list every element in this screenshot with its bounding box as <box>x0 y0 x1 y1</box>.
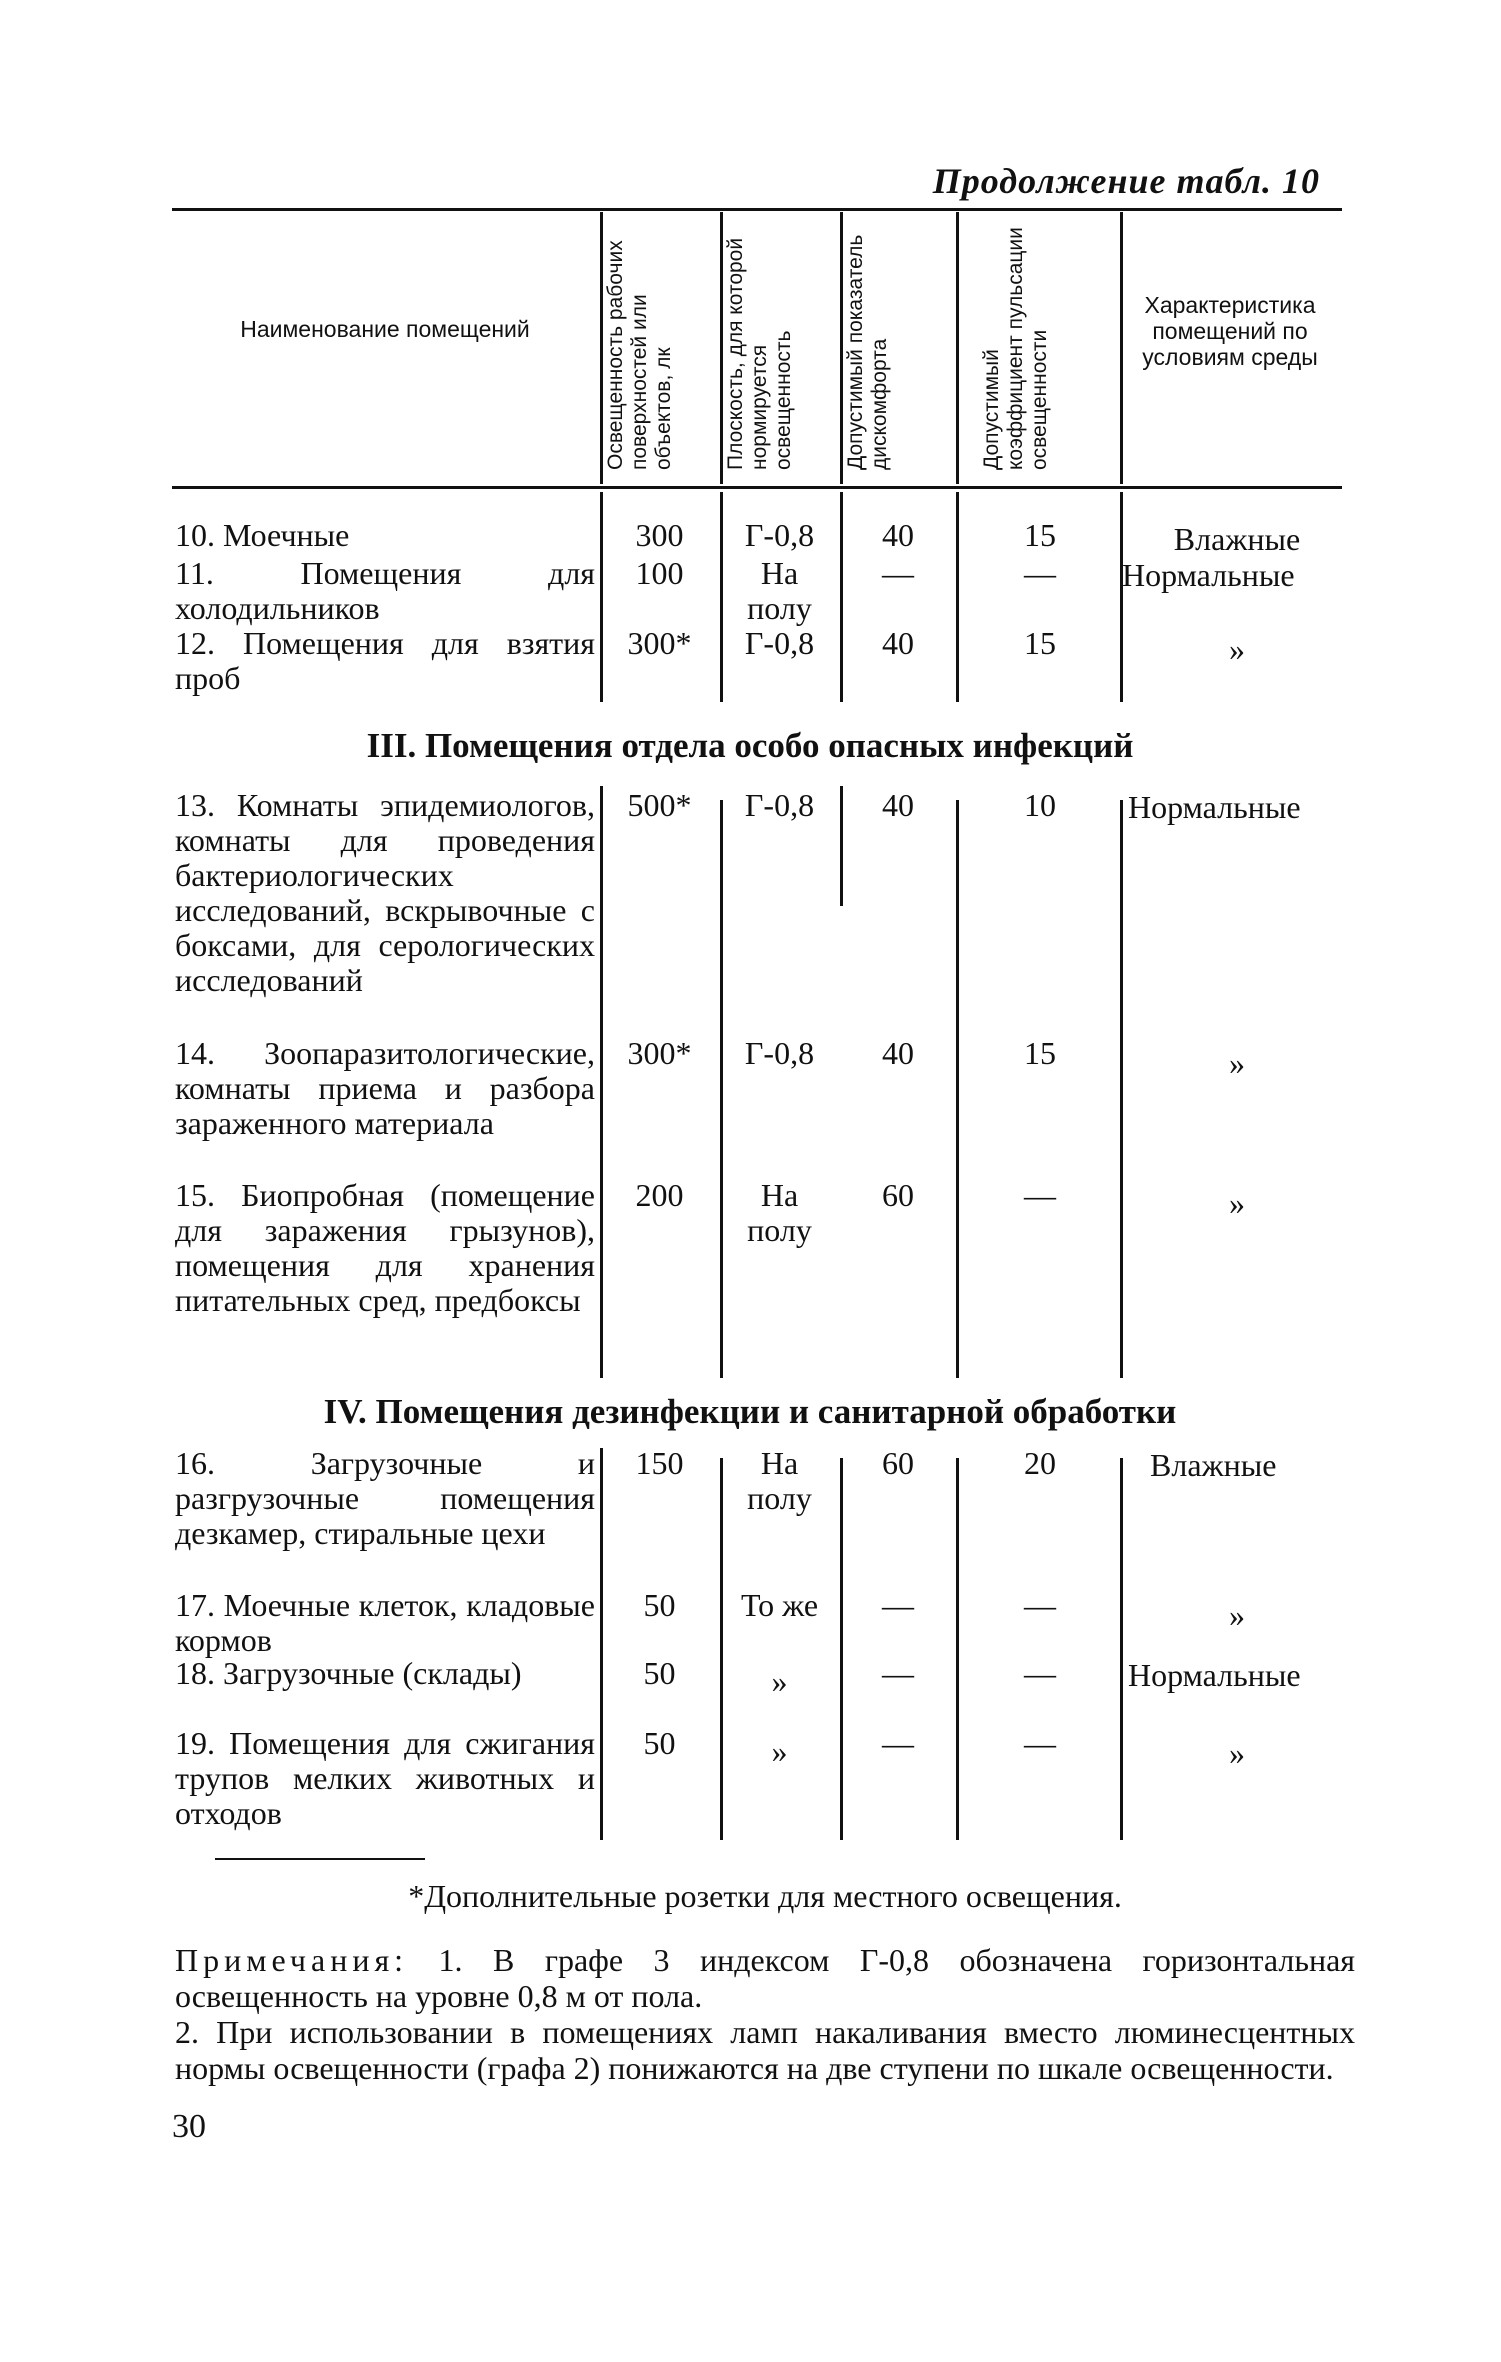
row-19-name: 19. Помещения для сжигания трупов мелких животных и отходов <box>175 1725 595 1831</box>
header-bottom-rule <box>172 486 1342 489</box>
row-17-illuminance: 50 <box>643 1587 676 1623</box>
row-18-pulsation: — <box>1024 1655 1056 1691</box>
row-15-environment: » <box>1229 1185 1245 1221</box>
col-rule <box>1120 1458 1123 1840</box>
footnote: *Дополнительные розетки для местного освещения. <box>408 1878 1122 1914</box>
col-rule <box>600 212 603 484</box>
col-rule <box>720 212 723 484</box>
row-19-discomfort: — <box>882 1725 914 1761</box>
row-13-pulsation: 10 <box>1024 787 1056 823</box>
row-13-plane: Г-0,8 <box>744 787 815 823</box>
row-11-environment: Нормальные <box>1122 557 1295 593</box>
row-15-plane: На полу <box>747 1177 812 1248</box>
row-18-name: 18. Загрузочные (склады) <box>175 1655 522 1691</box>
row-13-environment: Нормальные <box>1128 789 1301 825</box>
row-10-discomfort: 40 <box>882 517 914 553</box>
col-rule <box>840 1458 843 1840</box>
col-rule <box>720 800 723 1378</box>
col-rule <box>956 1458 959 1840</box>
row-12-environment: » <box>1229 631 1245 667</box>
row-14-pulsation: 15 <box>1024 1035 1056 1071</box>
row-16-plane: На полу <box>747 1445 812 1516</box>
col-rule <box>600 1448 603 1840</box>
col-rule <box>956 800 959 1378</box>
header-top-rule <box>172 208 1342 211</box>
section-4-heading: IV. Помещения дезинфекции и санитарной обработки <box>323 1392 1177 1431</box>
note-1 <box>175 1942 1355 2014</box>
header-pulsation: Допустимый коэффициент пульсации освещенности <box>980 227 1051 470</box>
row-11-plane: На полу <box>747 555 812 626</box>
col-rule <box>600 786 603 1378</box>
row-17-environment: » <box>1229 1597 1245 1633</box>
col-rule <box>720 1458 723 1840</box>
page-number: 30 <box>172 2108 206 2145</box>
row-15-discomfort: 60 <box>882 1177 914 1213</box>
row-11-illuminance: 100 <box>635 555 684 591</box>
col-rule <box>956 212 959 484</box>
col-rule <box>1120 800 1123 1378</box>
row-19-environment: » <box>1229 1735 1245 1771</box>
note-2: 2. При использовании в помещениях ламп накаливания вместо люминесцентных нормы освещенности (графа 2) понижаются на две ступени по шкале освещенности. <box>175 2014 1355 2086</box>
col-rule <box>840 212 843 484</box>
row-14-illuminance: 300* <box>627 1035 692 1071</box>
row-12-discomfort: 40 <box>882 625 914 661</box>
row-10-plane: Г-0,8 <box>744 517 815 553</box>
row-18-plane: » <box>771 1663 788 1699</box>
row-16-pulsation: 20 <box>1024 1445 1056 1481</box>
row-12-plane: Г-0,8 <box>744 625 815 661</box>
row-18-discomfort: — <box>882 1655 914 1691</box>
row-16-name: 16. Загрузочные и разгрузочные помещения дезкамер, стиральные цехи <box>175 1445 595 1551</box>
col-rule <box>956 492 959 702</box>
continuation-title: Продолжение табл. 10 <box>932 161 1320 201</box>
row-13-illuminance: 500* <box>627 787 692 823</box>
section-3-heading: III. Помещения отдела особо опасных инфекций <box>366 726 1134 765</box>
row-12-pulsation: 15 <box>1024 625 1056 661</box>
row-15-illuminance: 200 <box>635 1177 684 1213</box>
notes-label: Примечания: <box>175 1942 409 1978</box>
note-1-text: 1. В графе 3 индексом Г-0,8 обозначена горизонтальная освещенность на уровне 0,8 м от пола. <box>175 1942 1356 2014</box>
header-illuminance: Освещенность рабочих поверхностей или объектов, лк <box>604 240 675 470</box>
row-11-pulsation: — <box>1024 555 1056 591</box>
row-11-discomfort: — <box>882 555 914 591</box>
row-13-name: 13. Комнаты эпидемиологов, комнаты для проведения бактериологических исследований, вскрывочные с боксами, для серологических исследований <box>175 787 595 998</box>
row-17-plane: То же <box>740 1587 819 1623</box>
row-17-pulsation: — <box>1024 1587 1056 1623</box>
notes-block <box>175 1942 1355 2086</box>
row-12-name: 12. Помещения для взятия проб <box>175 625 595 696</box>
row-13-discomfort: 40 <box>882 787 914 823</box>
row-17-discomfort: — <box>882 1587 914 1623</box>
row-10-name: 10. Моечные <box>175 517 350 553</box>
row-17-name: 17. Моечные клеток, кладовые кормов <box>175 1587 595 1658</box>
row-18-environment: Нормальные <box>1128 1657 1301 1693</box>
row-18-illuminance: 50 <box>643 1655 676 1691</box>
row-14-name: 14. Зоопаразитологические, комнаты приема и разбора зараженного материала <box>175 1035 595 1141</box>
row-10-pulsation: 15 <box>1024 517 1056 553</box>
row-16-illuminance: 150 <box>635 1445 684 1481</box>
row-14-plane: Г-0,8 <box>744 1035 815 1071</box>
row-15-name: 15. Биопробная (помещение для заражения грызунов), помещения для хранения питательных сред, предбоксы <box>175 1177 595 1318</box>
row-14-discomfort: 40 <box>882 1035 914 1071</box>
header-discomfort: Допустимый показатель дискомфорта <box>844 234 891 470</box>
header-name: Наименование помещений <box>240 316 530 342</box>
row-15-pulsation: — <box>1024 1177 1056 1213</box>
row-16-discomfort: 60 <box>882 1445 914 1481</box>
footnote-rule <box>215 1858 425 1860</box>
row-14-environment: » <box>1229 1045 1245 1081</box>
row-12-illuminance: 300* <box>627 625 692 661</box>
header-environment: Характеристика помещений по условиям среды <box>1142 292 1318 370</box>
row-19-illuminance: 50 <box>643 1725 676 1761</box>
row-11-name: 11. Помещения для холодильников <box>175 555 595 626</box>
row-10-environment: Влажные <box>1173 521 1301 557</box>
header-plane: Плоскость, для которой нормируется освещенность <box>724 237 795 470</box>
col-rule <box>1120 212 1123 484</box>
row-10-illuminance: 300 <box>635 517 684 553</box>
row-19-plane: » <box>771 1733 788 1769</box>
row-19-pulsation: — <box>1024 1725 1056 1761</box>
row-16-environment: Влажные <box>1150 1447 1277 1483</box>
